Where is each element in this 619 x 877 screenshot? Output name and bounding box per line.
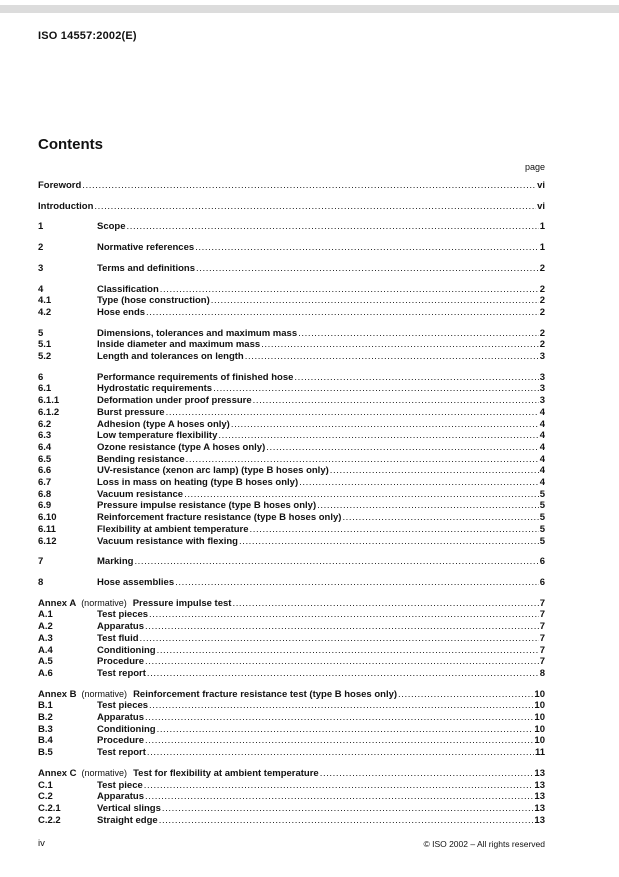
toc-entry bbox=[38, 735, 545, 747]
toc-entry bbox=[38, 477, 545, 489]
toc-dot-leader bbox=[239, 536, 539, 548]
toc-entry bbox=[38, 307, 545, 319]
toc-entry bbox=[38, 791, 545, 803]
toc-entry-title: Marking bbox=[97, 556, 134, 568]
toc-entry bbox=[38, 780, 545, 792]
toc-entry-number: 6.3 bbox=[38, 430, 52, 442]
toc-entry-title: Hose assemblies bbox=[97, 576, 175, 588]
toc-dot-leader bbox=[82, 180, 536, 192]
toc-entry bbox=[38, 645, 545, 657]
toc-entry-title: Test report bbox=[97, 747, 146, 759]
toc-dot-leader bbox=[213, 383, 539, 395]
toc-entry bbox=[38, 284, 545, 296]
toc-entry-number: 6.4 bbox=[38, 441, 52, 453]
toc-entry-title: Conditioning bbox=[97, 723, 156, 735]
toc-entry bbox=[38, 747, 545, 759]
toc-entry-number: B.3 bbox=[38, 723, 53, 735]
toc-entry-number: 7 bbox=[38, 556, 44, 568]
toc-entry bbox=[38, 221, 545, 233]
toc-entry bbox=[38, 656, 545, 668]
toc-dot-leader bbox=[145, 712, 533, 724]
toc-entry-number: B.4 bbox=[38, 735, 53, 747]
toc-entry-page: 3 bbox=[539, 351, 545, 363]
toc-entry-title: Burst pressure bbox=[97, 406, 165, 418]
toc-entry-title: Straight edge bbox=[97, 814, 158, 826]
toc-entry bbox=[38, 180, 545, 192]
toc-entry-page: 13 bbox=[534, 802, 545, 814]
toc-dot-leader bbox=[245, 351, 539, 363]
toc-entry-number: 5 bbox=[38, 327, 44, 339]
toc-entry-number: 6.10 bbox=[38, 512, 57, 524]
toc-entry-number: 2 bbox=[38, 242, 44, 254]
toc-dot-leader bbox=[294, 372, 538, 384]
toc-entry-page: 5 bbox=[539, 523, 545, 535]
toc-entry bbox=[38, 242, 545, 254]
toc-dot-leader bbox=[149, 609, 539, 621]
toc-entry-title: UV-resistance (xenon arc lamp) (type B hoses only) bbox=[97, 465, 329, 477]
toc-entry bbox=[38, 803, 545, 815]
toc-entry-page: 4 bbox=[539, 453, 545, 465]
toc-entry-page: 10 bbox=[534, 712, 545, 724]
toc-entry-page: 10 bbox=[534, 700, 545, 712]
toc-entry bbox=[38, 407, 545, 419]
toc-entry-page: 4 bbox=[539, 465, 545, 477]
toc-entry-number: A.1 bbox=[38, 609, 53, 621]
toc-entry bbox=[38, 700, 545, 712]
toc-entry bbox=[38, 442, 545, 454]
toc-dot-leader bbox=[266, 442, 538, 454]
toc-entry bbox=[38, 815, 545, 827]
toc-entry-title: Vacuum resistance with flexing bbox=[97, 535, 238, 547]
toc-entry-page: 13 bbox=[534, 779, 545, 791]
toc-entry-title: Test report bbox=[97, 667, 146, 679]
toc-dot-leader bbox=[144, 780, 534, 792]
toc-entry-number: A.2 bbox=[38, 621, 53, 633]
toc-dot-leader bbox=[147, 668, 539, 680]
toc-dot-leader bbox=[298, 328, 539, 340]
toc-entry-page: 3 bbox=[539, 395, 545, 407]
toc-entry-page: 2 bbox=[539, 295, 545, 307]
toc-entry-page: 4 bbox=[539, 406, 545, 418]
toc-entry bbox=[38, 395, 545, 407]
toc-dot-leader bbox=[160, 284, 539, 296]
toc-dot-leader bbox=[398, 689, 533, 701]
toc-entry-title: Apparatus bbox=[97, 621, 144, 633]
toc-dot-leader bbox=[317, 500, 539, 512]
toc-entry-page: vi bbox=[537, 180, 545, 191]
toc-entry-number: 6.2 bbox=[38, 418, 52, 430]
toc-entry-page: 2 bbox=[539, 262, 545, 274]
toc-entry-page: 13 bbox=[534, 814, 545, 826]
toc-entry bbox=[38, 454, 545, 466]
toc-entry-title: Length and tolerances on length bbox=[97, 351, 244, 363]
toc-entry-number: Annex B bbox=[38, 688, 77, 700]
toc-entry-page: 10 bbox=[534, 723, 545, 735]
toc-dot-leader bbox=[299, 477, 539, 489]
toc-entry-number: B.2 bbox=[38, 712, 53, 724]
toc-dot-leader bbox=[166, 407, 539, 419]
toc-entry bbox=[38, 201, 545, 213]
toc-entry-title: Loss in mass on heating (type B hoses only) bbox=[97, 477, 299, 489]
toc-dot-leader bbox=[159, 815, 534, 827]
toc-entry-number: A.3 bbox=[38, 632, 53, 644]
toc-entry bbox=[38, 577, 545, 589]
toc-entry-title: Test pieces bbox=[97, 609, 149, 621]
toc-entry-number: 6.1.2 bbox=[38, 406, 60, 418]
toc-entry-number: 6.9 bbox=[38, 500, 52, 512]
toc-entry-number: A.4 bbox=[38, 644, 53, 656]
toc-dot-leader bbox=[175, 577, 539, 589]
toc-entry-page: 7 bbox=[539, 597, 545, 609]
page-number: iv bbox=[38, 838, 45, 849]
toc-entry-number: C.2.1 bbox=[38, 802, 61, 814]
toc-dot-leader bbox=[146, 307, 539, 319]
toc-entry-number: B.1 bbox=[38, 700, 53, 712]
toc-entry-number: C.2.2 bbox=[38, 814, 61, 826]
toc-entry-title: Procedure bbox=[97, 656, 144, 668]
toc-dot-leader bbox=[253, 395, 539, 407]
toc-entry-title: Low temperature flexibility bbox=[97, 430, 218, 442]
toc-dot-leader bbox=[147, 747, 534, 759]
toc-entry-number: 4.1 bbox=[38, 295, 52, 307]
toc-entry-page: 2 bbox=[539, 327, 545, 339]
toc-entry bbox=[38, 598, 545, 610]
toc-dot-leader bbox=[94, 201, 536, 213]
toc-dot-leader bbox=[330, 465, 539, 477]
toc-entry-page: 4 bbox=[539, 477, 545, 489]
toc-entry-title: Classification bbox=[97, 283, 159, 295]
toc-dot-leader bbox=[127, 221, 539, 233]
toc-entry-title: Procedure bbox=[97, 735, 144, 747]
toc-dot-leader bbox=[145, 656, 539, 668]
toc-entry-title: Vertical slings bbox=[97, 802, 161, 814]
toc-entry-normative-label: (normative) bbox=[81, 688, 128, 699]
toc-dot-leader bbox=[196, 263, 539, 275]
toc-entry-number: Annex C bbox=[38, 767, 77, 779]
toc-dot-leader bbox=[149, 700, 533, 712]
toc-entry-page: 5 bbox=[539, 500, 545, 512]
toc-entry-number: 6.1 bbox=[38, 383, 52, 395]
toc-dot-leader bbox=[162, 803, 534, 815]
toc-entry-page: 13 bbox=[534, 791, 545, 803]
copyright-notice: © ISO 2002 – All rights reserved bbox=[423, 839, 545, 849]
toc-entry-number: Annex A bbox=[38, 597, 77, 609]
toc-entry-number: A.5 bbox=[38, 656, 53, 668]
toc-entry bbox=[38, 465, 545, 477]
toc-entry-title: Deformation under proof pressure bbox=[97, 395, 252, 407]
toc-entry-normative-label: (normative) bbox=[81, 767, 128, 778]
toc-entry-title: Hose ends bbox=[97, 306, 146, 318]
toc-entry bbox=[38, 512, 545, 524]
toc-entry-title: Test fluid bbox=[97, 632, 139, 644]
toc-entry-page: 4 bbox=[539, 441, 545, 453]
toc-entry-page: 4 bbox=[539, 430, 545, 442]
toc-entry-title: Conditioning bbox=[97, 644, 156, 656]
contents-heading: Contents bbox=[38, 136, 103, 153]
toc-dot-leader bbox=[342, 512, 538, 524]
toc-entry bbox=[38, 724, 545, 736]
toc-entry-page: 5 bbox=[539, 512, 545, 524]
toc-entry-number: 6.5 bbox=[38, 453, 52, 465]
toc-entry-page: 11 bbox=[534, 747, 545, 759]
toc-entry-title: Test piece bbox=[97, 779, 143, 791]
toc-entry-number: 5.1 bbox=[38, 339, 52, 351]
toc-entry bbox=[38, 489, 545, 501]
toc-dot-leader bbox=[140, 633, 539, 645]
toc-entry-title: Vacuum resistance bbox=[97, 488, 184, 500]
toc-entry-title: Apparatus bbox=[97, 791, 144, 803]
toc-entry-number: 6.8 bbox=[38, 488, 52, 500]
toc-entry-title: Pressure impulse resistance (type B hoses only) bbox=[97, 500, 317, 512]
toc-entry-title: Scope bbox=[97, 221, 126, 233]
toc-entry bbox=[38, 536, 545, 548]
toc-entry-title: Type (hose construction) bbox=[97, 295, 210, 307]
toc-dot-leader bbox=[145, 791, 533, 803]
toc-entry-page: 1 bbox=[539, 221, 545, 233]
toc-entry-number: Introduction bbox=[38, 200, 94, 212]
toc-entry-title: Reinforcement fracture resistance test (type B hoses only) bbox=[133, 688, 398, 700]
toc-entry-page: 6 bbox=[539, 576, 545, 588]
toc-entry-page: 2 bbox=[539, 339, 545, 351]
toc-entry bbox=[38, 430, 545, 442]
toc-entry-title: Normative references bbox=[97, 242, 195, 254]
toc-entry-number: 6.12 bbox=[38, 535, 57, 547]
toc-entry-number: Foreword bbox=[38, 180, 82, 191]
toc-entry-normative-label: (normative) bbox=[81, 597, 127, 608]
toc-entry bbox=[38, 500, 545, 512]
toc-entry-title: Adhesion (type A hoses only) bbox=[97, 418, 230, 430]
toc-dot-leader bbox=[231, 419, 539, 431]
toc-entry-title: Ozone resistance (type A hoses only) bbox=[97, 441, 266, 453]
toc-entry-page: 5 bbox=[539, 535, 545, 547]
toc-dot-leader bbox=[186, 454, 539, 466]
toc-entry-page: 1 bbox=[539, 242, 545, 254]
toc-entry-title: Test pieces bbox=[97, 700, 149, 712]
toc-entry bbox=[38, 351, 545, 363]
toc-entry bbox=[38, 712, 545, 724]
toc-dot-leader bbox=[184, 489, 539, 501]
toc-entry-page: 10 bbox=[534, 688, 545, 700]
toc-entry-page: 4 bbox=[539, 418, 545, 430]
toc-entry bbox=[38, 263, 545, 275]
toc-entry-title: Inside diameter and maximum mass bbox=[97, 339, 261, 351]
toc-entry bbox=[38, 768, 545, 780]
toc-entry-page: 7 bbox=[539, 632, 545, 644]
toc-dot-leader bbox=[145, 735, 533, 747]
toc-entry-page: 7 bbox=[539, 609, 545, 621]
toc-entry-page: 7 bbox=[539, 644, 545, 656]
toc-entry bbox=[38, 556, 545, 568]
toc-dot-leader bbox=[145, 621, 539, 633]
scan-artifact-top bbox=[0, 5, 619, 13]
toc-entry-page: 7 bbox=[539, 656, 545, 668]
toc-dot-leader bbox=[157, 724, 534, 736]
toc-entry-page: 3 bbox=[539, 371, 545, 383]
toc-list bbox=[38, 180, 545, 826]
toc-entry bbox=[38, 372, 545, 384]
toc-entry bbox=[38, 383, 545, 395]
toc-dot-leader bbox=[250, 524, 539, 536]
toc-entry-number: C.1 bbox=[38, 779, 53, 791]
toc-entry-title: Pressure impulse test bbox=[132, 597, 232, 609]
toc-entry-page: 3 bbox=[539, 383, 545, 395]
toc-entry-page: 6 bbox=[539, 556, 545, 568]
toc-entry-title: Terms and definitions bbox=[97, 262, 196, 274]
toc-entry-number: 6.11 bbox=[38, 523, 56, 535]
toc-entry-page: 2 bbox=[539, 283, 545, 295]
toc-entry-title: Test for flexibility at ambient temperature bbox=[133, 767, 319, 779]
toc-entry bbox=[38, 339, 545, 351]
toc-dot-leader bbox=[218, 430, 538, 442]
page-column-label: page bbox=[524, 162, 545, 172]
toc-entry bbox=[38, 633, 545, 645]
toc-entry-title: Apparatus bbox=[97, 712, 144, 724]
toc-entry-page: 7 bbox=[539, 621, 545, 633]
toc-entry-page: 13 bbox=[534, 767, 545, 779]
toc-entry-title: Flexibility at ambient temperature bbox=[97, 523, 249, 535]
toc-entry-number: 6.6 bbox=[38, 465, 52, 477]
toc-entry-page: 10 bbox=[534, 735, 545, 747]
toc-entry-page: 5 bbox=[539, 488, 545, 500]
toc-entry bbox=[38, 609, 545, 621]
toc-entry-number: 3 bbox=[38, 262, 44, 274]
toc-entry-title: Bending resistance bbox=[97, 453, 185, 465]
toc-entry-number: A.6 bbox=[38, 667, 53, 679]
toc-entry bbox=[38, 295, 545, 307]
toc-entry-page: 8 bbox=[539, 667, 545, 679]
toc-entry-page: vi bbox=[537, 200, 545, 212]
toc-entry-page: 2 bbox=[539, 306, 545, 318]
toc-entry-number: 6.1.1 bbox=[38, 395, 60, 407]
toc-entry-number: B.5 bbox=[38, 747, 53, 759]
toc-entry-number: 6 bbox=[38, 371, 44, 383]
toc-entry bbox=[38, 689, 545, 701]
toc-dot-leader bbox=[211, 295, 539, 307]
toc-dot-leader bbox=[320, 768, 534, 780]
toc-entry bbox=[38, 621, 545, 633]
toc-dot-leader bbox=[195, 242, 539, 254]
toc-dot-leader bbox=[261, 339, 539, 351]
toc-dot-leader bbox=[232, 598, 538, 610]
toc-entry-number: 8 bbox=[38, 576, 44, 588]
toc-dot-leader bbox=[134, 556, 538, 568]
toc-entry bbox=[38, 328, 545, 340]
toc-entry-number: 4.2 bbox=[38, 306, 52, 318]
document-reference: ISO 14557:2002(E) bbox=[38, 30, 137, 42]
toc-entry-number: 4 bbox=[38, 283, 44, 295]
toc-entry-number: 1 bbox=[38, 221, 44, 233]
toc-entry-number: 6.7 bbox=[38, 477, 52, 489]
toc-entry bbox=[38, 668, 545, 680]
toc-entry-number: 5.2 bbox=[38, 351, 52, 363]
toc-dot-leader bbox=[157, 645, 539, 657]
toc-entry bbox=[38, 419, 545, 431]
toc-entry-title: Performance requirements of finished hose bbox=[97, 371, 294, 383]
toc-entry-title: Hydrostatic requirements bbox=[97, 383, 213, 395]
toc-entry bbox=[38, 524, 545, 536]
toc-entry-number: C.2 bbox=[38, 791, 53, 803]
toc-entry-title: Reinforcement fracture resistance (type B hoses only) bbox=[97, 512, 342, 524]
toc-entry-title: Dimensions, tolerances and maximum mass bbox=[97, 327, 298, 339]
